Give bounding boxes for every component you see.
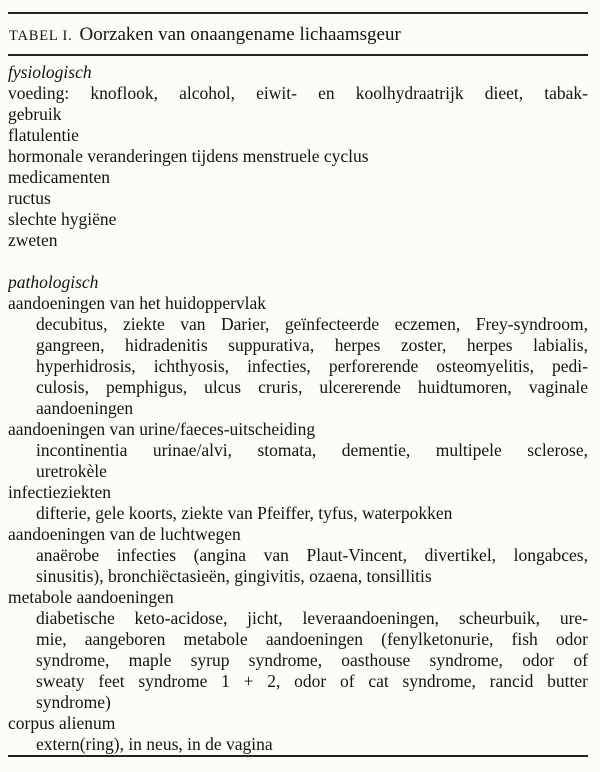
table-line: corpus alienum (8, 713, 116, 733)
table-line: aandoeningen van de luchtwegen (8, 524, 241, 544)
table-line: gangreen, hidradenitis suppurativa, herpes zoster, herpes labialis, (36, 335, 588, 355)
section-heading: pathologisch (8, 272, 99, 292)
table-body (8, 56, 588, 755)
table-line: difterie, gele koorts, ziekte van Pfeiffer, tyfus, waterpokken (36, 503, 453, 523)
table-line: mie, aangeboren metabole aandoeningen (fenylketonurie, fish odor (36, 629, 588, 649)
table-line: extern(ring), in neus, in de vagina (36, 734, 273, 754)
table-line: sweaty feet syndrome 1 + 2, odor of cat syndrome, rancid butter (36, 671, 588, 691)
table-line: ructus (8, 188, 51, 208)
table-line: syndrome) (36, 692, 111, 712)
table-line: slechte hygiëne (8, 209, 117, 229)
table-line: hyperhidrosis, ichthyosis, infecties, perforerende osteomyelitis, pedi- (36, 356, 588, 376)
table-line: aandoeningen van urine/faeces-uitscheiding (8, 419, 316, 439)
table-line: medicamenten (8, 167, 111, 187)
table-line: infectieziekten (8, 482, 111, 502)
table-line: diabetische keto-acidose, jicht, leveraandoeningen, scheurbuik, ure- (36, 608, 588, 628)
table-title: Oorzaken van onaangename lichaamsgeur (79, 24, 401, 45)
section-fysiologisch (8, 62, 588, 251)
table-line: incontinentia urinae/alvi, stomata, dementie, multipele sclerose, (36, 440, 588, 460)
table-line: aandoeningen van het huidoppervlak (8, 293, 267, 313)
section-pathologisch (8, 272, 588, 755)
section-heading: fysiologisch (8, 62, 92, 82)
table-line: sinusitis), bronchiëctasieën, gingivitis, ozaena, tonsillitis (36, 566, 432, 586)
table-caption (8, 14, 588, 54)
table-line: decubitus, ziekte van Darier, geïnfecteerde eczemen, Frey-syndroom, (36, 314, 588, 334)
table-line: anaërobe infecties (angina van Plaut-Vincent, divertikel, longabces, (36, 545, 588, 565)
bottom-rule (8, 755, 588, 757)
table-line: uretrokèle (36, 461, 107, 481)
table-line: gebruik (8, 104, 62, 124)
table-line: metabole aandoeningen (8, 587, 174, 607)
table-line: voeding: knoflook, alcohol, eiwit- en koolhydraatrijk dieet, tabak- (8, 83, 588, 103)
table-line: zweten (8, 230, 58, 250)
table-line: aandoeningen (36, 398, 134, 418)
table-line: hormonale veranderingen tijdens menstruele cyclus (8, 146, 369, 166)
table-line: flatulentie (8, 125, 79, 145)
table-line: syndrome, maple syrup syndrome, oasthouse syndrome, odor of (36, 650, 588, 670)
table-label: TABEL I. (9, 28, 73, 44)
table-line: culosis, pemphigus, ulcus cruris, ulcererende huidtumoren, vaginale (36, 377, 588, 397)
